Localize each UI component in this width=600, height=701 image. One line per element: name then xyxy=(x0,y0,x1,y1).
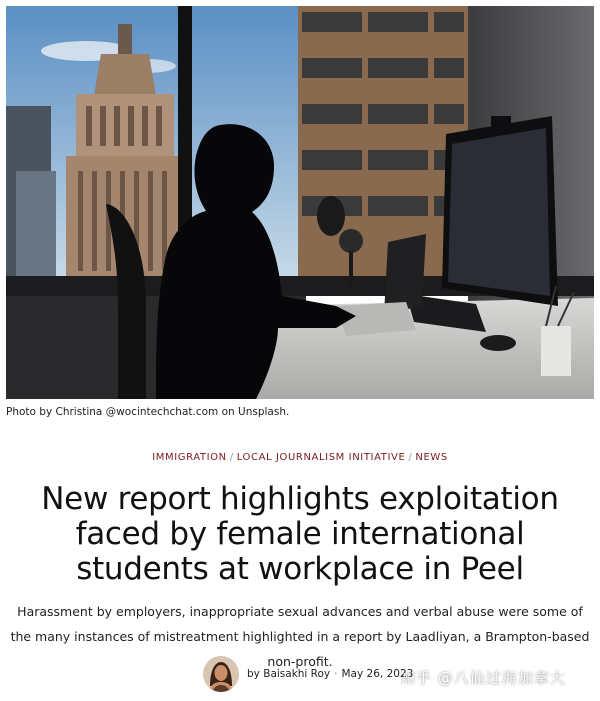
category-link-immigration[interactable]: IMMIGRATION xyxy=(152,452,227,463)
category-separator: / xyxy=(229,452,234,463)
article-subtitle: Harassment by employers, inappropriate sexual advances and verbal abuse were some of the many instances of mistreatment highlighted in a report by Laadliyan, a Brampton-based non-profit. xyxy=(10,604,590,669)
byline-text xyxy=(247,668,413,680)
category-breadcrumb xyxy=(0,452,600,463)
category-link-news[interactable]: NEWS xyxy=(415,452,448,463)
category-separator: / xyxy=(408,452,413,463)
watermark: 知乎 @八仙过海加拿大 xyxy=(400,669,566,687)
byline xyxy=(203,655,413,693)
byline-prefix: by xyxy=(247,668,260,680)
byline-separator: · xyxy=(334,668,338,680)
category-link-local-journalism[interactable]: LOCAL JOURNALISM INITIATIVE xyxy=(236,452,406,463)
author-avatar[interactable] xyxy=(203,656,239,692)
hero-photo xyxy=(6,6,594,399)
article-title: New report highlights exploitation faced by female international students at workplace in Peel xyxy=(41,481,559,587)
photo-caption: Photo by Christina @wocintechchat.com on Unsplash. xyxy=(6,406,290,418)
author-link[interactable]: Baisakhi Roy xyxy=(263,668,331,680)
publish-date: May 26, 2023 xyxy=(341,668,414,680)
